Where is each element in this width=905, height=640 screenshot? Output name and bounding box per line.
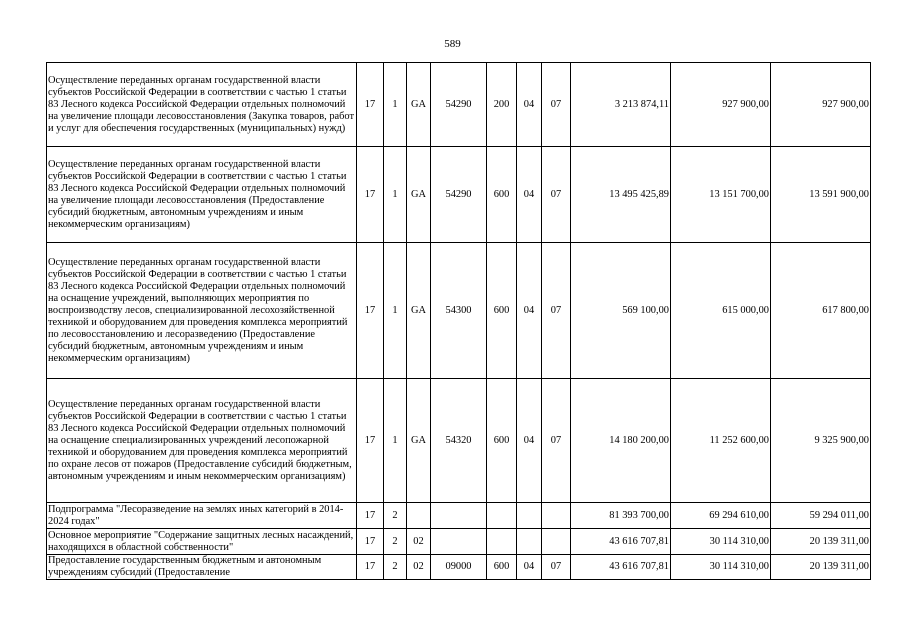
amount-year-2-cell: 11 252 600,00 xyxy=(671,379,771,503)
budget-table xyxy=(46,62,871,580)
row-description: Предоставление государственным бюджетным и автономным учреждениям субсидий (Предоставление xyxy=(47,555,357,580)
direction-code-cell: 54300 xyxy=(431,243,487,379)
section-code-cell: 17 xyxy=(357,63,384,147)
subdivision-cell: 07 xyxy=(542,147,571,243)
amount-year-1-cell: 81 393 700,00 xyxy=(571,503,671,529)
subsection-code-cell: 2 xyxy=(384,529,407,555)
division-cell xyxy=(517,529,542,555)
program-code-cell: 02 xyxy=(407,529,431,555)
direction-code-cell xyxy=(431,529,487,555)
division-cell: 04 xyxy=(517,555,542,580)
subsection-code-cell: 1 xyxy=(384,243,407,379)
subsection-code-cell: 2 xyxy=(384,555,407,580)
expense-type-cell xyxy=(487,503,517,529)
subsection-code-cell: 1 xyxy=(384,379,407,503)
amount-year-3-cell: 20 139 311,00 xyxy=(771,529,871,555)
subdivision-cell: 07 xyxy=(542,555,571,580)
table-row xyxy=(47,529,871,555)
subdivision-cell: 07 xyxy=(542,63,571,147)
table-row xyxy=(47,379,871,503)
expense-type-cell: 600 xyxy=(487,379,517,503)
expense-type-cell: 600 xyxy=(487,555,517,580)
division-cell: 04 xyxy=(517,63,542,147)
table-body xyxy=(47,63,871,580)
section-code-cell: 17 xyxy=(357,503,384,529)
amount-year-3-cell: 13 591 900,00 xyxy=(771,147,871,243)
amount-year-1-cell: 43 616 707,81 xyxy=(571,529,671,555)
program-code-cell: GA xyxy=(407,379,431,503)
amount-year-1-cell: 3 213 874,11 xyxy=(571,63,671,147)
direction-code-cell: 09000 xyxy=(431,555,487,580)
section-code-cell: 17 xyxy=(357,555,384,580)
table-row xyxy=(47,503,871,529)
amount-year-3-cell: 617 800,00 xyxy=(771,243,871,379)
division-cell: 04 xyxy=(517,147,542,243)
expense-type-cell: 600 xyxy=(487,147,517,243)
amount-year-3-cell: 20 139 311,00 xyxy=(771,555,871,580)
division-cell: 04 xyxy=(517,379,542,503)
amount-year-3-cell: 927 900,00 xyxy=(771,63,871,147)
amount-year-2-cell: 69 294 610,00 xyxy=(671,503,771,529)
row-description: Подпрограмма "Лесоразведение на землях иных категорий в 2014-2024 годах" xyxy=(47,503,357,529)
amount-year-1-cell: 13 495 425,89 xyxy=(571,147,671,243)
amount-year-2-cell: 927 900,00 xyxy=(671,63,771,147)
subsection-code-cell: 1 xyxy=(384,63,407,147)
subsection-code-cell: 1 xyxy=(384,147,407,243)
direction-code-cell: 54320 xyxy=(431,379,487,503)
row-description: Основное мероприятие "Содержание защитных лесных насаждений, находящихся в областной собственности" xyxy=(47,529,357,555)
direction-code-cell: 54290 xyxy=(431,147,487,243)
table-row xyxy=(47,243,871,379)
amount-year-3-cell: 59 294 011,00 xyxy=(771,503,871,529)
program-code-cell: GA xyxy=(407,147,431,243)
amount-year-1-cell: 43 616 707,81 xyxy=(571,555,671,580)
subdivision-cell xyxy=(542,503,571,529)
program-code-cell: GA xyxy=(407,243,431,379)
row-description: Осуществление переданных органам государственной власти субъектов Российской Федерации в соответствии с частью 1 статьи 83 Лесного кодекса Российской Федерации отдельных полномочий на увеличение площади лесовосстановления (Предоставление субсидий бюджетным, автономным учреждениям и иным некоммерческим организациям) xyxy=(47,147,357,243)
amount-year-2-cell: 615 000,00 xyxy=(671,243,771,379)
section-code-cell: 17 xyxy=(357,147,384,243)
row-description: Осуществление переданных органам государственной власти субъектов Российской Федерации в соответствии с частью 1 статьи 83 Лесного кодекса Российской Федерации отдельных полномочий на увеличение площади лесовосстановления (Закупка товаров, работ и услуг для обеспечения государственных (муниципальных) нужд) xyxy=(47,63,357,147)
direction-code-cell xyxy=(431,503,487,529)
amount-year-1-cell: 14 180 200,00 xyxy=(571,379,671,503)
subsection-code-cell: 2 xyxy=(384,503,407,529)
row-description: Осуществление переданных органам государственной власти субъектов Российской Федерации в соответствии с частью 1 статьи 83 Лесного кодекса Российской Федерации отдельных полномочий на оснащение учреждений, выполняющих мероприятия по воспроизводству лесов, специализированной лесохозяйственной техникой и оборудованием для проведения комплекса мероприятий по лесовосстановлению и лесоразведению (Предоставление субсидий бюджетным, автономным учреждениям и иным некоммерческим организациям) xyxy=(47,243,357,379)
amount-year-1-cell: 569 100,00 xyxy=(571,243,671,379)
direction-code-cell: 54290 xyxy=(431,63,487,147)
expense-type-cell xyxy=(487,529,517,555)
amount-year-2-cell: 30 114 310,00 xyxy=(671,555,771,580)
program-code-cell xyxy=(407,503,431,529)
table-row xyxy=(47,147,871,243)
program-code-cell: GA xyxy=(407,63,431,147)
amount-year-2-cell: 30 114 310,00 xyxy=(671,529,771,555)
section-code-cell: 17 xyxy=(357,379,384,503)
program-code-cell: 02 xyxy=(407,555,431,580)
expense-type-cell: 200 xyxy=(487,63,517,147)
division-cell xyxy=(517,503,542,529)
amount-year-3-cell: 9 325 900,00 xyxy=(771,379,871,503)
table-row xyxy=(47,63,871,147)
table-row xyxy=(47,555,871,580)
page-number: 589 xyxy=(444,38,461,50)
division-cell: 04 xyxy=(517,243,542,379)
section-code-cell: 17 xyxy=(357,243,384,379)
subdivision-cell: 07 xyxy=(542,243,571,379)
expense-type-cell: 600 xyxy=(487,243,517,379)
amount-year-2-cell: 13 151 700,00 xyxy=(671,147,771,243)
subdivision-cell xyxy=(542,529,571,555)
subdivision-cell: 07 xyxy=(542,379,571,503)
section-code-cell: 17 xyxy=(357,529,384,555)
row-description: Осуществление переданных органам государственной власти субъектов Российской Федерации в соответствии с частью 1 статьи 83 Лесного кодекса Российской Федерации отдельных полномочий на оснащение специализированных учреждений лесопожарной техникой и оборудованием для проведения комплекса мероприятий по охране лесов от пожаров (Предоставление субсидий бюджетным, автономным учреждениям и иным некоммерческим организациям) xyxy=(47,379,357,503)
